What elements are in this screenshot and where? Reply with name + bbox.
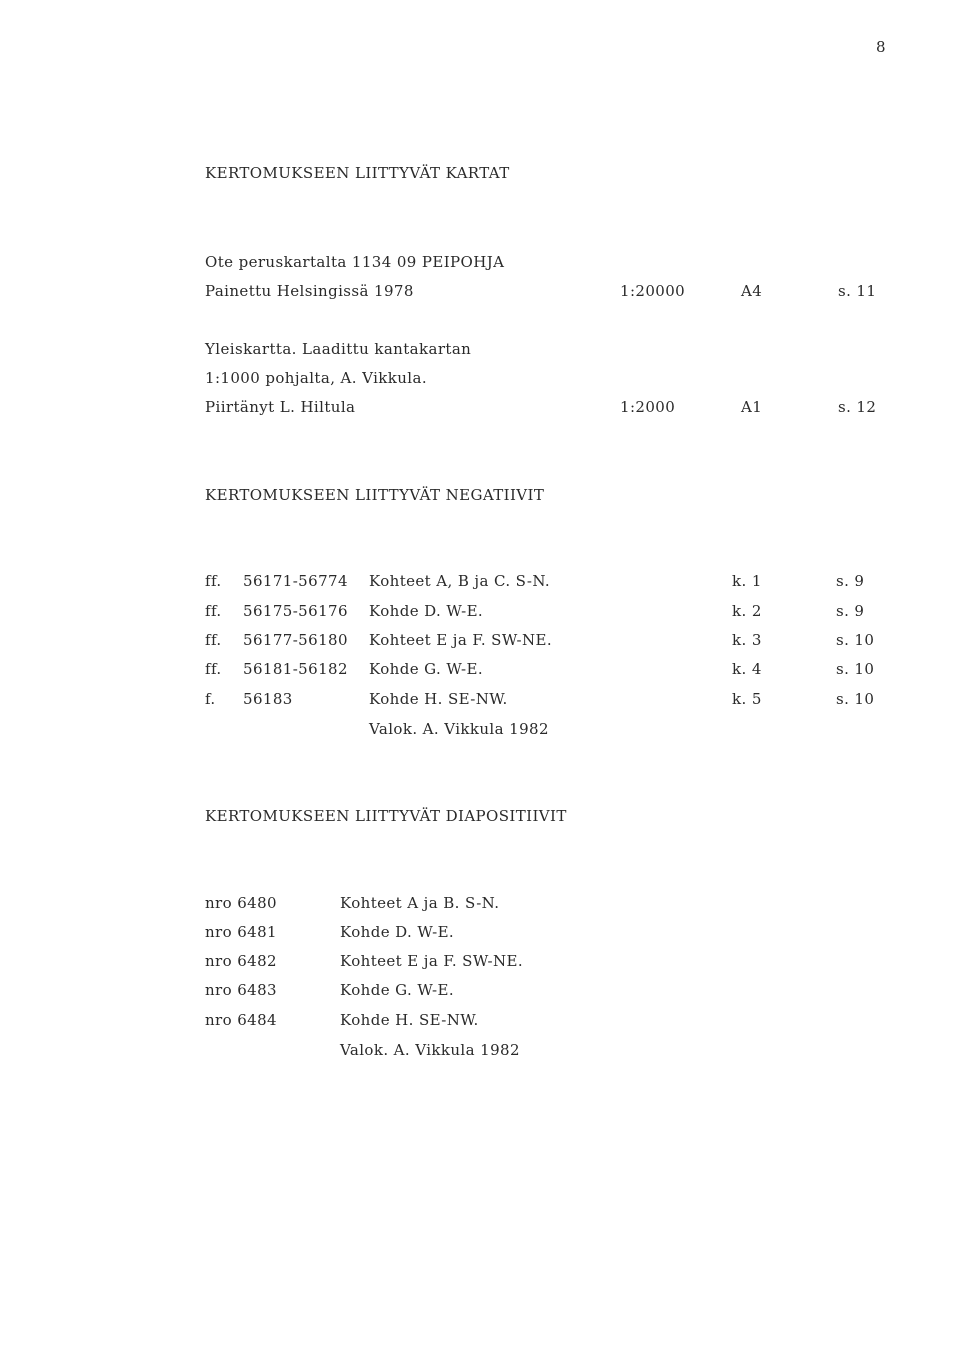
map-scale: 1:2000 <box>620 398 676 416</box>
negative-page: s. 9 <box>836 602 865 620</box>
slide-number: nro 6484 <box>205 1011 278 1029</box>
table-row <box>0 952 960 974</box>
slide-subject: Kohteet E ja F. SW-NE. <box>340 952 524 970</box>
slide-subject: Kohteet A ja B. S-N. <box>340 894 500 912</box>
map-description-line: Piirtänyt L. Hiltula <box>205 398 356 416</box>
negative-prefix: ff. <box>205 602 222 620</box>
map-page: s. 12 <box>838 398 877 416</box>
table-row <box>0 981 960 1003</box>
negative-numbers: 56181-56182 <box>243 660 348 678</box>
slide-subject: Kohde G. W-E. <box>340 981 455 999</box>
slide-number: nro 6481 <box>205 923 278 941</box>
negative-ref: k. 3 <box>732 631 762 649</box>
negative-prefix: ff. <box>205 660 222 678</box>
slide-number: nro 6480 <box>205 894 278 912</box>
maps-heading: KERTOMUKSEEN LIITTYVÄT KARTAT <box>205 164 510 182</box>
table-row <box>0 631 960 653</box>
map-description-line: Painettu Helsingissä 1978 <box>205 282 414 300</box>
slide-subject: Kohde D. W-E. <box>340 923 455 941</box>
negative-numbers: 56183 <box>243 690 293 708</box>
negative-ref: k. 2 <box>732 602 762 620</box>
negative-prefix: ff. <box>205 572 222 590</box>
negative-subject: Kohde G. W-E. <box>369 660 484 678</box>
negative-subject: Kohteet A, B ja C. S-N. <box>369 572 551 590</box>
negative-prefix: ff. <box>205 631 222 649</box>
slide-number: nro 6482 <box>205 952 278 970</box>
map-description-line: Ote peruskartalta 1134 09 PEIPOHJA <box>205 253 505 271</box>
negative-ref: k. 1 <box>732 572 762 590</box>
slide-subject: Kohde H. SE-NW. <box>340 1011 479 1029</box>
map-page: s. 11 <box>838 282 877 300</box>
map-format: A4 <box>741 282 763 300</box>
negatives-credit: Valok. A. Vikkula 1982 <box>369 720 549 738</box>
negative-page: s. 9 <box>836 572 865 590</box>
negative-ref: k. 4 <box>732 660 762 678</box>
negatives-heading: KERTOMUKSEEN LIITTYVÄT NEGATIIVIT <box>205 486 545 504</box>
negative-subject: Kohde D. W-E. <box>369 602 484 620</box>
slides-heading: KERTOMUKSEEN LIITTYVÄT DIAPOSITIIVIT <box>205 807 567 825</box>
map-format: A1 <box>741 398 763 416</box>
table-row <box>0 894 960 916</box>
page-number: 8 <box>876 38 886 56</box>
negative-numbers: 56177-56180 <box>243 631 348 649</box>
table-row <box>0 602 960 624</box>
map-description-line: Yleiskartta. Laadittu kantakartan <box>205 340 472 358</box>
map-scale: 1:20000 <box>620 282 686 300</box>
table-row <box>0 690 960 712</box>
table-row <box>0 1011 960 1033</box>
negative-numbers: 56175-56176 <box>243 602 348 620</box>
slide-number: nro 6483 <box>205 981 278 999</box>
negative-ref: k. 5 <box>732 690 762 708</box>
negative-subject: Kohde H. SE-NW. <box>369 690 508 708</box>
table-row <box>0 923 960 945</box>
table-row <box>0 660 960 682</box>
map-description-line: 1:1000 pohjalta, A. Vikkula. <box>205 369 428 387</box>
negative-subject: Kohteet E ja F. SW-NE. <box>369 631 553 649</box>
negative-prefix: f. <box>205 690 216 708</box>
negative-page: s. 10 <box>836 660 875 678</box>
negative-page: s. 10 <box>836 690 875 708</box>
negative-numbers: 56171-56774 <box>243 572 348 590</box>
slides-credit: Valok. A. Vikkula 1982 <box>340 1041 520 1059</box>
negative-page: s. 10 <box>836 631 875 649</box>
table-row <box>0 572 960 594</box>
